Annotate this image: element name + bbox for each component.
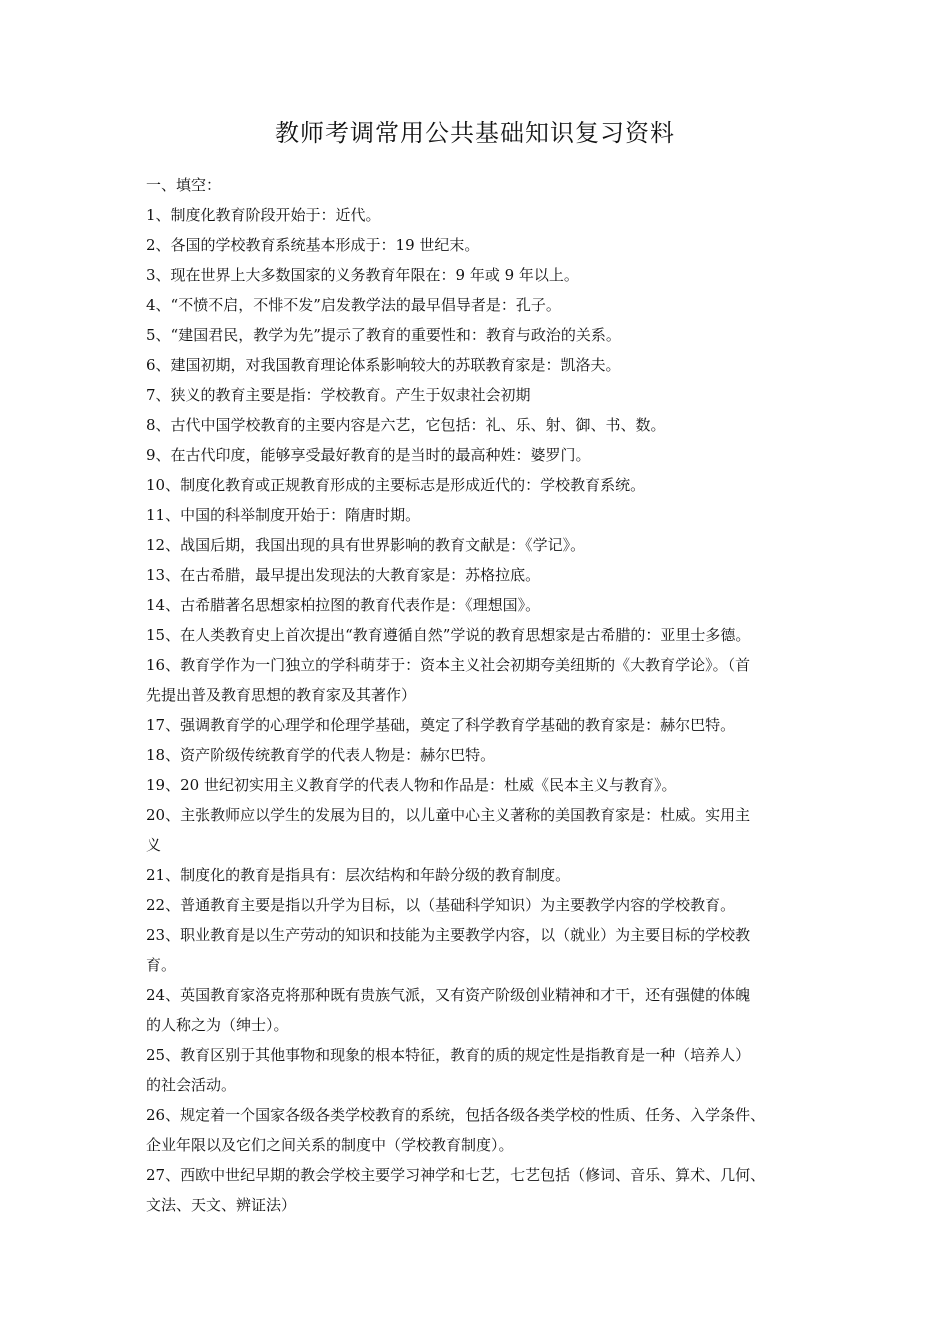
text-line: 2、各国的学校教育系统基本形成于：19 世纪末。 — [146, 236, 480, 254]
text-line: 义 — [146, 836, 162, 854]
text-line: 26、规定着一个国家各级各类学校教育的系统，包括各级各类学校的性质、任务、入学条件、 — [146, 1106, 766, 1124]
document-body — [146, 170, 814, 1220]
text-line: 23、职业教育是以生产劳动的知识和技能为主要教学内容，以（就业）为主要目标的学校教 — [146, 926, 751, 944]
text-line: 的社会活动。 — [146, 1076, 237, 1094]
text-line: 1、制度化教育阶段开始于：近代。 — [146, 206, 381, 224]
text-line: 12、战国后期，我国出现的具有世界影响的教育文献是：《学记》。 — [146, 536, 586, 554]
text-line: 20、主张教师应以学生的发展为目的，以儿童中心主义著称的美国教育家是：杜威。实用主 — [146, 806, 751, 824]
text-line: 17、强调教育学的心理学和伦理学基础，奠定了科学教育学基础的教育家是：赫尔巴特。 — [146, 716, 736, 734]
text-line: 19、20 世纪初实用主义教育学的代表人物和作品是：杜威《民本主义与教育》。 — [146, 776, 677, 794]
text-line: 3、现在世界上大多数国家的义务教育年限在：9 年或 9 年以上。 — [146, 266, 579, 284]
text-line: 育。 — [146, 956, 177, 974]
document-title: 教师考调常用公共基础知识复习资料 — [275, 119, 675, 147]
text-line: 13、在古希腊，最早提出发现法的大教育家是：苏格拉底。 — [146, 566, 541, 584]
text-line: 6、建国初期，对我国教育理论体系影响较大的苏联教育家是：凯洛夫。 — [146, 356, 621, 374]
text-line: 企业年限以及它们之间关系的制度中（学校教育制度）。 — [146, 1136, 514, 1154]
text-line: 4、“不愤不启，不悱不发”启发教学法的最早倡导者是：孔子。 — [146, 296, 561, 314]
text-line: 27、西欧中世纪早期的教会学校主要学习神学和七艺，七艺包括（修词、音乐、算术、几何、 — [146, 1166, 766, 1184]
text-line: 22、普通教育主要是指以升学为目标，以（基础科学知识）为主要教学内容的学校教育。 — [146, 896, 736, 914]
text-line: 文法、天文、辨证法） — [146, 1196, 297, 1214]
section-heading: 一、填空： — [146, 176, 222, 194]
text-line: 18、资产阶级传统教育学的代表人物是：赫尔巴特。 — [146, 746, 496, 764]
text-line: 21、制度化的教育是指具有：层次结构和年龄分级的教育制度。 — [146, 866, 571, 884]
text-line: 16、教育学作为一门独立的学科萌芽于：资本主义社会初期夸美纽斯的《大教育学论》。（首 — [146, 656, 751, 674]
text-line: 8、古代中国学校教育的主要内容是六艺，它包括：礼、乐、射、御、书、数。 — [146, 416, 666, 434]
text-line: 10、制度化教育或正规教育形成的主要标志是形成近代的：学校教育系统。 — [146, 476, 646, 494]
text-line: 24、英国教育家洛克将那种既有贵族气派，又有资产阶级创业精神和才干，还有强健的体魄 — [146, 986, 751, 1004]
text-line: 的人称之为（绅士）。 — [146, 1016, 289, 1034]
text-line: 25、教育区别于其他事物和现象的根本特征，教育的质的规定性是指教育是一种（培养人） — [146, 1046, 751, 1064]
text-line: 9、在古代印度，能够享受最好教育的是当时的最高种姓：婆罗门。 — [146, 446, 591, 464]
text-line: 7、狭义的教育主要是指：学校教育。产生于奴隶社会初期 — [146, 386, 531, 404]
text-line: 15、在人类教育史上首次提出“教育遵循自然”学说的教育思想家是古希腊的：亚里士多德。 — [146, 626, 751, 644]
text-line: 先提出普及教育思想的教育家及其著作） — [146, 686, 417, 704]
text-line: 11、中国的科举制度开始于：隋唐时期。 — [146, 506, 421, 524]
text-line: 14、古希腊著名思想家柏拉图的教育代表作是：《理想国》。 — [146, 596, 541, 614]
text-line: 5、“建国君民，教学为先”提示了教育的重要性和：教育与政治的关系。 — [146, 326, 621, 344]
